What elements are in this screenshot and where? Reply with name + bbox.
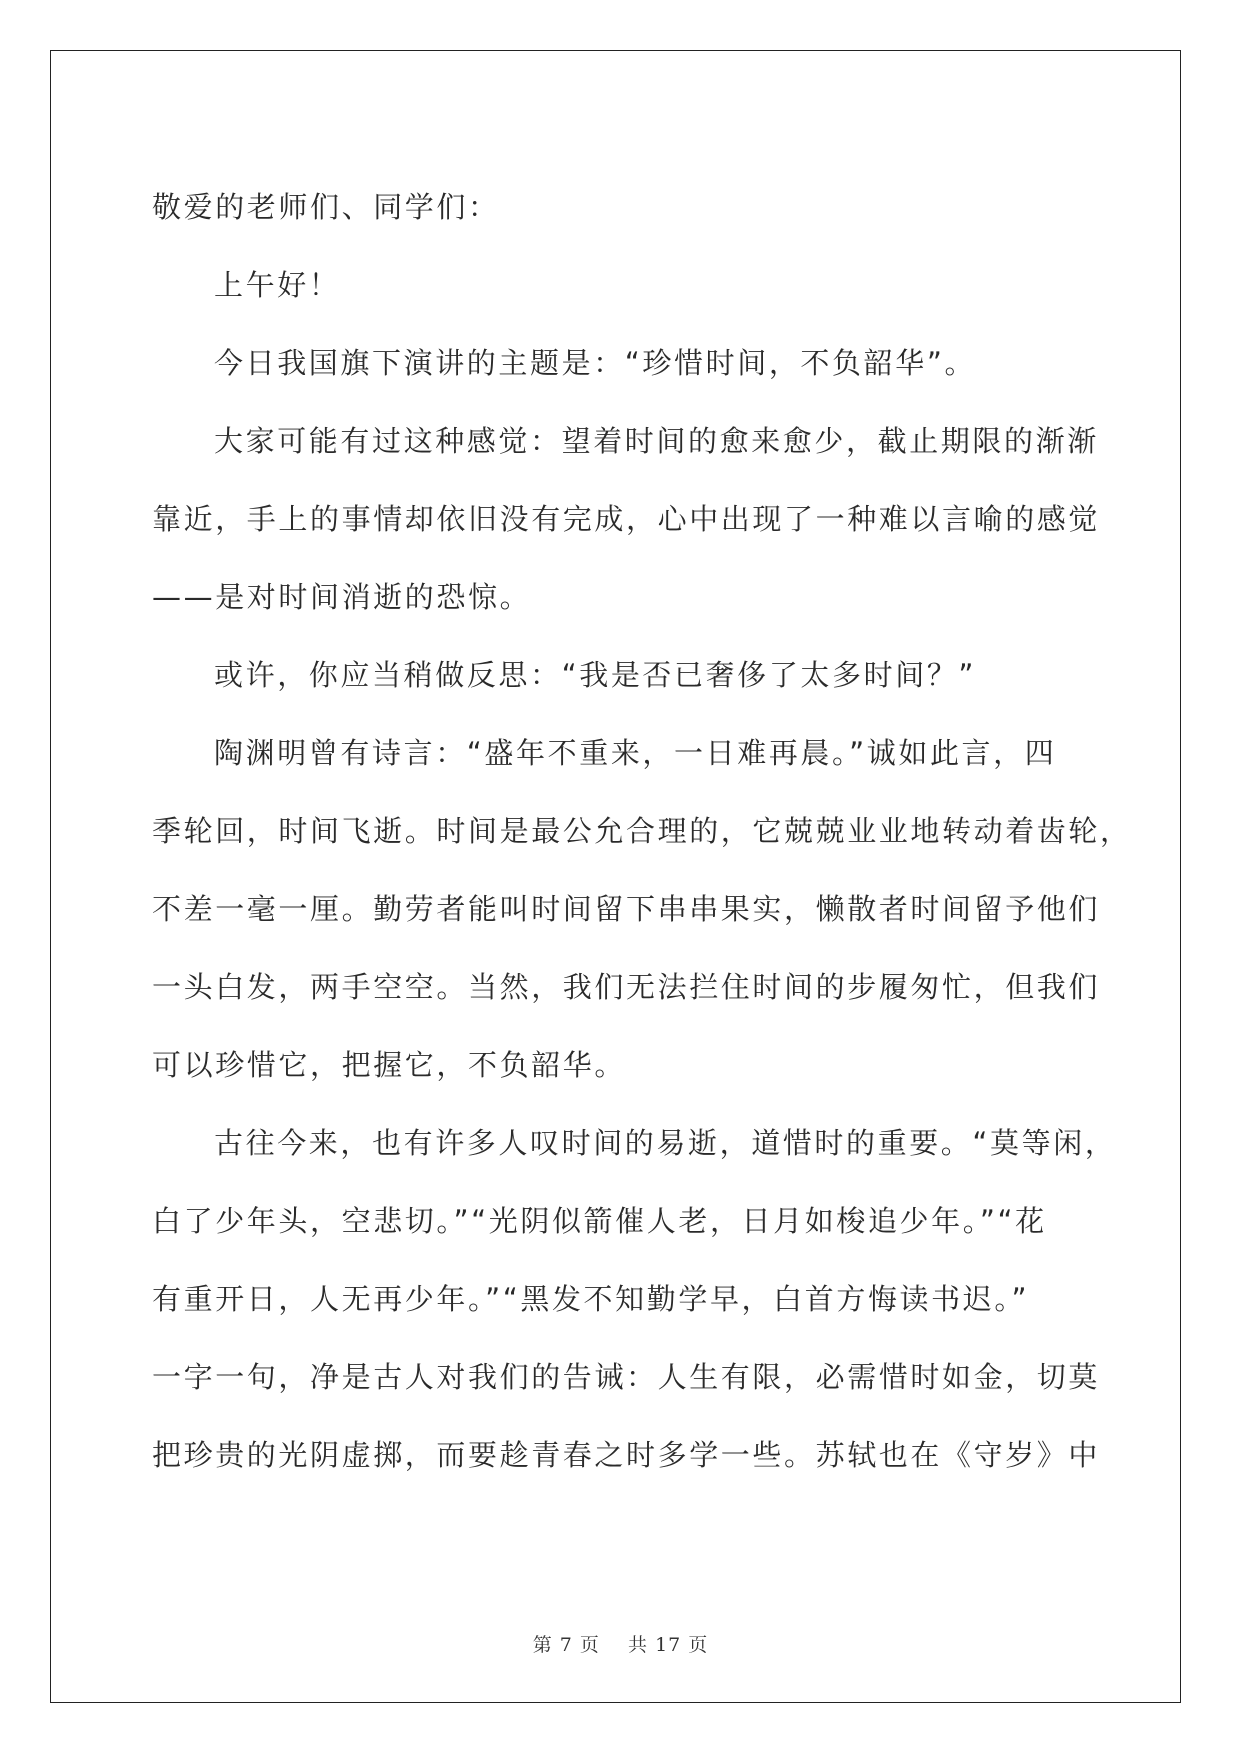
text-line: 白了少年头，空悲切。”“光阴似箭催人老，日月如梭追少年。”“花 <box>152 1204 1047 1238</box>
text-line: 上午好！ <box>214 268 341 302</box>
text-line: 陶渊明曾有诗言：“盛年不重来，一日难再晨。”诚如此言，四 <box>214 736 1057 770</box>
text-line: 一头白发，两手空空。当然，我们无法拦住时间的步履匆忙，但我们 <box>152 970 1101 1004</box>
text-line: ——是对时间消逝的恐惊。 <box>152 580 532 614</box>
text-line: 或许，你应当稍做反思：“我是否已奢侈了太多时间？” <box>214 658 977 692</box>
text-line: 季轮回，时间飞逝。时间是最公允合理的，它兢兢业业地转动着齿轮， <box>152 814 1132 848</box>
text-line: 今日我国旗下演讲的主题是：“珍惜时间，不负韶华”。 <box>214 346 977 380</box>
text-line: 不差一毫一厘。勤劳者能叫时间留下串串果实，懒散者时间留予他们 <box>152 892 1101 926</box>
text-line: 靠近，手上的事情却依旧没有完成，心中出现了一种难以言喻的感觉 <box>152 502 1101 536</box>
text-line: 有重开日，人无再少年。”“黑发不知勤学早，白首方悔读书迟。” <box>152 1282 1030 1316</box>
text-line: 把珍贵的光阴虚掷，而要趁青春之时多学一些。苏轼也在《守岁》中 <box>152 1438 1101 1472</box>
text-line: 古往今来，也有许多人叹时间的易逝，道惜时的重要。“莫等闲， <box>214 1126 1117 1160</box>
text-line: 一字一句，净是古人对我们的告诫：人生有限，必需惜时如金，切莫 <box>152 1360 1101 1394</box>
page-number: 第 7 页 共 17 页 <box>532 1634 709 1656</box>
page-footer <box>0 1630 1241 1657</box>
text-line: 敬爱的老师们、同学们： <box>152 190 500 224</box>
document-body <box>152 168 1132 1494</box>
text-line: 可以珍惜它，把握它，不负韶华。 <box>152 1048 627 1082</box>
text-line: 大家可能有过这种感觉：望着时间的愈来愈少，截止期限的渐渐 <box>214 424 1099 458</box>
